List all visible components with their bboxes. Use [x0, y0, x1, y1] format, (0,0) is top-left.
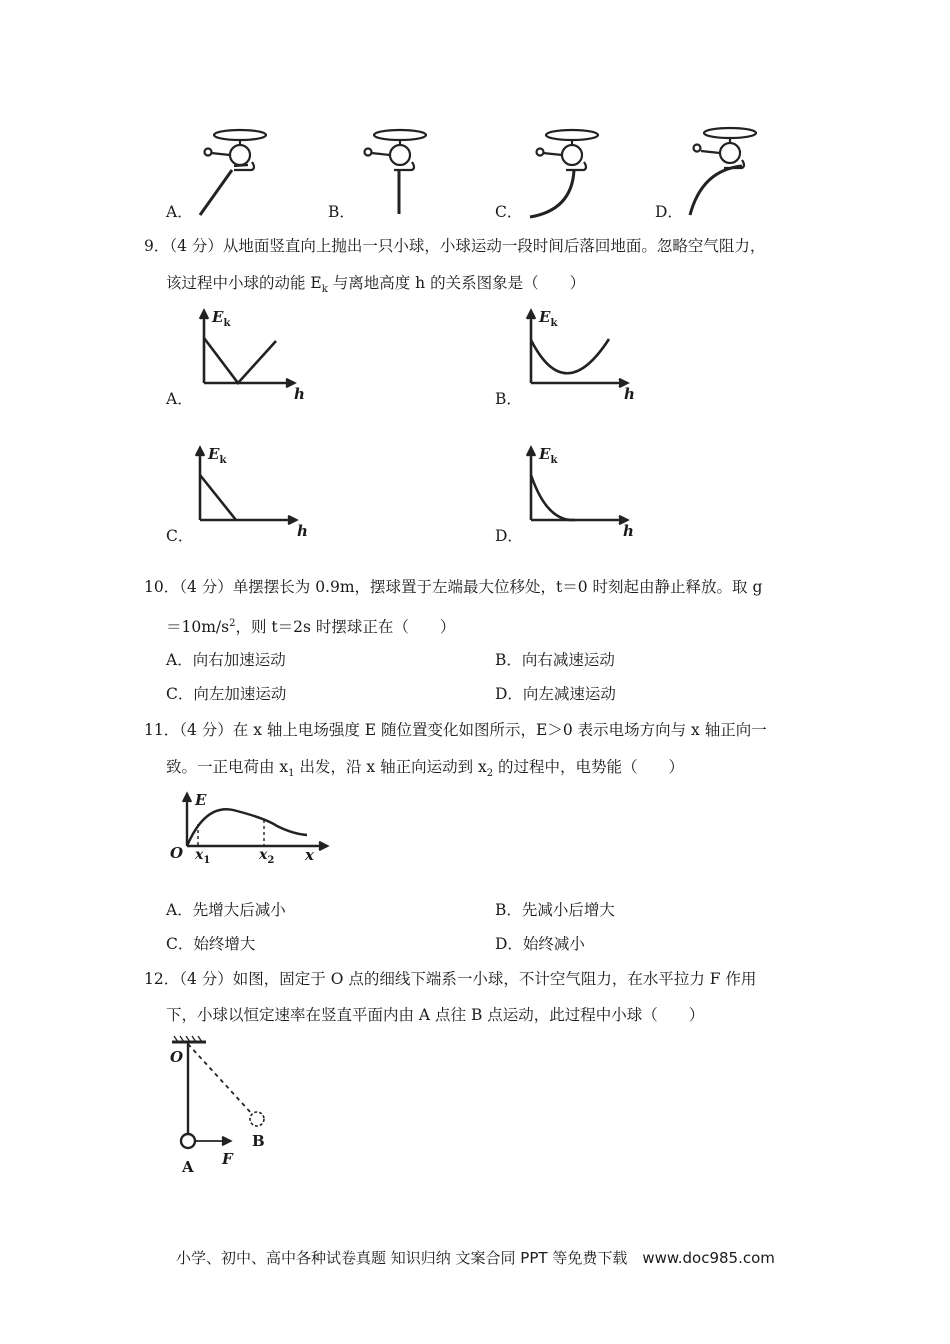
- q11-graph-origin: O: [170, 844, 184, 862]
- q9-graph-c: $E_k$ h C．: [166, 445, 308, 545]
- q11-graph-y-axis: E: [195, 791, 207, 809]
- q8-option-d-label: D．: [655, 203, 683, 221]
- q12-pendulum-figure: [160, 1034, 280, 1179]
- helicopter-vertical-rope-icon: [355, 122, 445, 222]
- q11-stem-line2: 致。一正电荷由 $x_1$ 出发，沿 x 轴正向运动到 $x_2$ 的过程中，电势能（ ）: [166, 758, 685, 780]
- q9-option-b-label: B．: [495, 390, 522, 408]
- q12-force-label: F: [222, 1150, 233, 1168]
- q9-graph-a: $E_k$ h A．: [166, 308, 305, 408]
- q9-graph-d: $E_k$ h D．: [495, 445, 634, 545]
- q9-graph-d-x-axis: h: [623, 522, 634, 540]
- q12-stem-line2: 下，小球以恒定速率在竖直平面内由 A 点往 B 点运动，此过程中小球（ ）: [166, 1006, 705, 1024]
- q11-graph-x-axis: x: [305, 846, 314, 864]
- q9-graph-a-y-axis: E: [212, 308, 224, 326]
- q8-option-a-label: A．: [166, 203, 193, 221]
- q12-pivot-label: O: [170, 1048, 184, 1066]
- q8-option-b-label: B．: [328, 203, 355, 221]
- q11-graph: [165, 788, 335, 868]
- q10-option-b: B．向右减速运动: [495, 651, 615, 669]
- q11-graph-x2: $x_2$: [259, 847, 275, 866]
- q9-stem-line2: 该过程中小球的动能 $E_k$ 与离地高度 h 的关系图象是（ ）: [166, 274, 586, 296]
- q9-graph-b-x-axis: h: [624, 385, 635, 403]
- q9-option-c-label: C．: [166, 527, 194, 545]
- helicopter-curved-back-rope-icon: [522, 122, 612, 222]
- q12-point-b-label: B: [252, 1132, 265, 1150]
- q12-point-a-label: A: [182, 1158, 194, 1176]
- q10-stem-line1: 10．（4 分）单摆摆长为 0.9m，摆球置于左端最大位移处，t＝0 时刻起由静止释放。取 g: [144, 578, 763, 596]
- q10-option-d: D．向左减速运动: [495, 685, 616, 703]
- q9-graph-c-y-axis: E: [208, 445, 220, 463]
- q11-option-b: B．先减小后增大: [495, 901, 615, 919]
- q9-option-d-label: D．: [495, 527, 523, 545]
- q9-stem-line1: 9．（4 分）从地面竖直向上抛出一只小球，小球运动一段时间后落回地面。忽略空气阻力，: [144, 237, 766, 255]
- q12-stem-line1: 12．（4 分）如图，固定于 O 点的细线下端系一小球，不计空气阻力，在水平拉力 F 作用: [144, 970, 757, 988]
- q9-graph-b: $E_k$ h B．: [495, 308, 635, 408]
- helicopter-straight-diagonal-rope-icon: [190, 122, 280, 222]
- q9-graph-a-x-axis: h: [294, 385, 305, 403]
- helicopter-curved-forward-rope-icon: [680, 122, 770, 222]
- q9-graph-b-y-axis: E: [539, 308, 551, 326]
- page-footer: 小学、初中、高中各种试卷真题 知识归纳 文案合同 PPT 等免费下载 www.doc985.com: [176, 1249, 775, 1267]
- q11-option-a: A．先增大后减小: [166, 901, 286, 919]
- q11-option-c: C．始终增大: [166, 935, 256, 953]
- q11-option-d: D．始终减小: [495, 935, 585, 953]
- q10-option-a: A．向右加速运动: [166, 651, 286, 669]
- q9-graph-d-y-axis: E: [539, 445, 551, 463]
- q9-graph-c-x-axis: h: [297, 522, 308, 540]
- q9-option-a-label: A．: [166, 390, 193, 408]
- q11-stem-line1: 11．（4 分）在 x 轴上电场强度 E 随位置变化如图所示，E＞0 表示电场方向与 x 轴正向一: [144, 721, 767, 739]
- q10-stem-line2: $=10m/s^2$，则 t＝2s 时摆球正在（ ）: [166, 618, 456, 637]
- q8-option-c-label: C．: [495, 203, 523, 221]
- q10-option-c: C．向左加速运动: [166, 685, 287, 703]
- q11-graph-x1: $x_1$: [195, 847, 211, 866]
